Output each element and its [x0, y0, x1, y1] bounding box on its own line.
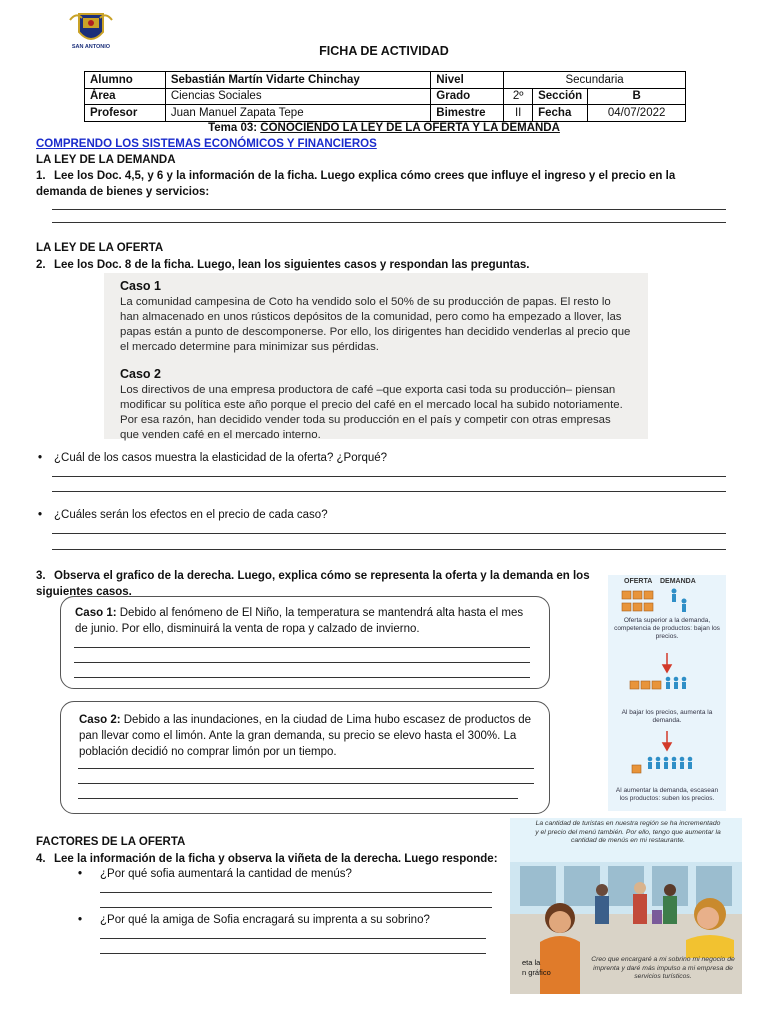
answer-line[interactable] [52, 533, 726, 534]
bimestre-label: Bimestre [431, 105, 504, 122]
chart-caption-1: Oferta superior a la demanda, competencia de productos: bajan los precios. [614, 617, 720, 640]
bimestre-value: II [504, 105, 533, 122]
answer-line[interactable] [78, 768, 534, 769]
question-3-text: Observa el grafico de la derecha. Luego, explica cómo se representa la oferta y la demanda en los siguientes casos. [36, 570, 590, 598]
nivel-label: Nivel [431, 72, 504, 89]
answer-line[interactable] [52, 209, 726, 210]
tema-title: CONOCIENDO LA LEY DE LA OFERTA Y LA DEMANDA [260, 122, 560, 134]
nivel-value: Secundaria [504, 72, 686, 89]
answer-line[interactable] [52, 476, 726, 477]
student-info-table [84, 71, 686, 122]
case-1-title: Caso 1 [120, 279, 161, 293]
grado-label: Grado [431, 88, 504, 105]
tema-heading [0, 122, 768, 134]
case-1-label: Caso 1: [75, 607, 117, 619]
question-2-text: Lee los Doc. 8 de la ficha. Luego, lean los siguientes casos y respondan las preguntas. [54, 259, 530, 271]
case-1-statement [61, 597, 549, 637]
question-4-text: Lee la información de la ficha y observa la viñeta de la derecha. Luego responde: [54, 853, 498, 865]
question-4-number: 4. [36, 853, 46, 865]
question-4a [78, 866, 352, 882]
comic-speech-bottom: Creo que encargaré a mi sobrino mi negocio de imprenta y daré más impulso a mi empresa de servicios turísticos. [591, 956, 735, 980]
question-1-text: Lee los Doc. 4,5, y 6 y la información de la ficha. Luego explica cómo crees que influye el ingreso y el precio en la demanda de bienes y servicios: [36, 170, 676, 198]
answer-line[interactable] [52, 491, 726, 492]
area-label: Área [85, 88, 166, 105]
document-title: FICHA DE ACTIVIDAD [319, 44, 449, 58]
question-2b [38, 507, 328, 523]
answer-line[interactable] [78, 783, 534, 784]
bullet-icon: • [78, 868, 83, 880]
question-2a [38, 450, 387, 466]
question-4a-text: ¿Por qué sofia aumentará la cantidad de menús? [100, 868, 352, 880]
case-2-statement [61, 702, 549, 760]
supply-demand-chart [608, 575, 726, 811]
question-1 [36, 168, 726, 200]
seccion-value: B [588, 88, 686, 105]
answer-line[interactable] [52, 222, 726, 223]
tema-prefix: Tema 03: [208, 122, 261, 134]
alumno-label: Alumno [85, 72, 166, 89]
competencia-heading: COMPRENDO LOS SISTEMAS ECONÓMICOS Y FINANCIEROS [36, 138, 377, 150]
case-2-body: Debido a las inundaciones, en la ciudad de Lima hubo escasez de productos de pan llevar como el limón. Ante la gran demanda, su precio se elevo hasta el 300%. La población decidió no comprar limón por un tiempo. [79, 714, 531, 758]
answer-line[interactable] [100, 938, 486, 939]
case-1-body: Debido al fenómeno de El Niño, la temperatura se mantendrá alta hasta el mes de junio. Por ello, disminuirá la venta de ropa y calzado de invierno. [75, 607, 524, 635]
answer-line[interactable] [100, 892, 492, 893]
fecha-value: 04/07/2022 [588, 105, 686, 122]
question-1-number: 1. [36, 170, 46, 182]
travelers-group [595, 882, 677, 924]
area-value: Ciencias Sociales [165, 88, 430, 105]
logo-caption: SAN ANTONIO [71, 44, 111, 50]
info-row-profesor [85, 105, 686, 122]
answer-line[interactable] [74, 677, 530, 678]
answer-line[interactable] [100, 907, 492, 908]
question-3-number: 3. [36, 570, 46, 582]
demanda-label: DEMANDA [660, 578, 696, 585]
question-2 [36, 257, 726, 273]
chart-caption-3: Al aumentar la demanda, escasean los productos: suben los precios. [615, 787, 719, 802]
question-2a-text: ¿Cuál de los casos muestra la elasticidad de la oferta? ¿Porqué? [54, 452, 388, 464]
case-1-text: La comunidad campesina de Coto ha vendido solo el 50% de su producción de papas. El resto lo han almacenado en unos rústicos depósitos de la comunidad, pero como ha empezado a llover, las papas están a punto de descomponerse. Por ello, los dirigentes han decidido venderlas al precio que el mercado determine para minimizar sus pérdidas. [120, 296, 631, 353]
question-4b [78, 912, 430, 928]
down-arrow-icon [663, 653, 671, 672]
oferta-label: OFERTA [624, 578, 653, 585]
case-2-label: Caso 2: [79, 714, 121, 726]
info-row-alumno [85, 72, 686, 89]
girl-character [540, 903, 580, 994]
answer-line[interactable] [74, 662, 530, 663]
fecha-label: Fecha [533, 105, 588, 122]
bullet-icon: • [38, 509, 43, 521]
cases-image [104, 273, 648, 439]
comic-illustration [510, 818, 742, 994]
bullet-icon: • [38, 452, 43, 464]
profesor-value: Juan Manuel Zapata Tepe [165, 105, 430, 122]
oferta-heading: LA LEY DE LA OFERTA [36, 242, 164, 254]
seccion-label: Sección [533, 88, 588, 105]
bullet-icon: • [78, 914, 83, 926]
answer-line[interactable] [100, 953, 486, 954]
question-4 [36, 851, 516, 867]
comic-side-text: eta la n gráfico [522, 958, 551, 977]
comic-speech-top: La cantidad de turistas en nuestra región se ha incrementado y el precio del menú también. Por ello, tengo que aumentar la cantidad de menús en mi restaurante. [535, 820, 721, 844]
demanda-heading: LA LEY DE LA DEMANDA [36, 154, 176, 166]
factores-heading: FACTORES DE LA OFERTA [36, 836, 186, 848]
info-row-area [85, 88, 686, 105]
profesor-label: Profesor [85, 105, 166, 122]
alumno-value: Sebastián Martín Vidarte Chinchay [165, 72, 430, 89]
case-2-text: Los directivos de una empresa productora de café –que exporta casi toda su producción– piensan modificar su política este año porque el precio del café en el mercado local ha subido notoriamente. Por esa razón, han decidido vender toda su producción en el país y competir con otras empresas que venden café en el mercado interno. [120, 384, 623, 441]
question-4b-text: ¿Por qué la amiga de Sofia encragará su imprenta a su sobrino? [100, 914, 430, 926]
case-1-frame [60, 596, 550, 689]
chart-caption-2: Al bajar los precios, aumenta la demanda. [621, 709, 713, 724]
box-icons [622, 591, 653, 611]
answer-line[interactable] [78, 798, 518, 799]
question-2b-text: ¿Cuáles serán los efectos en el precio de cada caso? [54, 509, 328, 521]
case-2-title: Caso 2 [120, 367, 161, 381]
down-arrow-icon [663, 731, 671, 750]
person-icons [672, 589, 687, 613]
answer-line[interactable] [52, 549, 726, 550]
question-2-number: 2. [36, 259, 46, 271]
grado-value: 2º [504, 88, 533, 105]
answer-line[interactable] [74, 647, 530, 648]
